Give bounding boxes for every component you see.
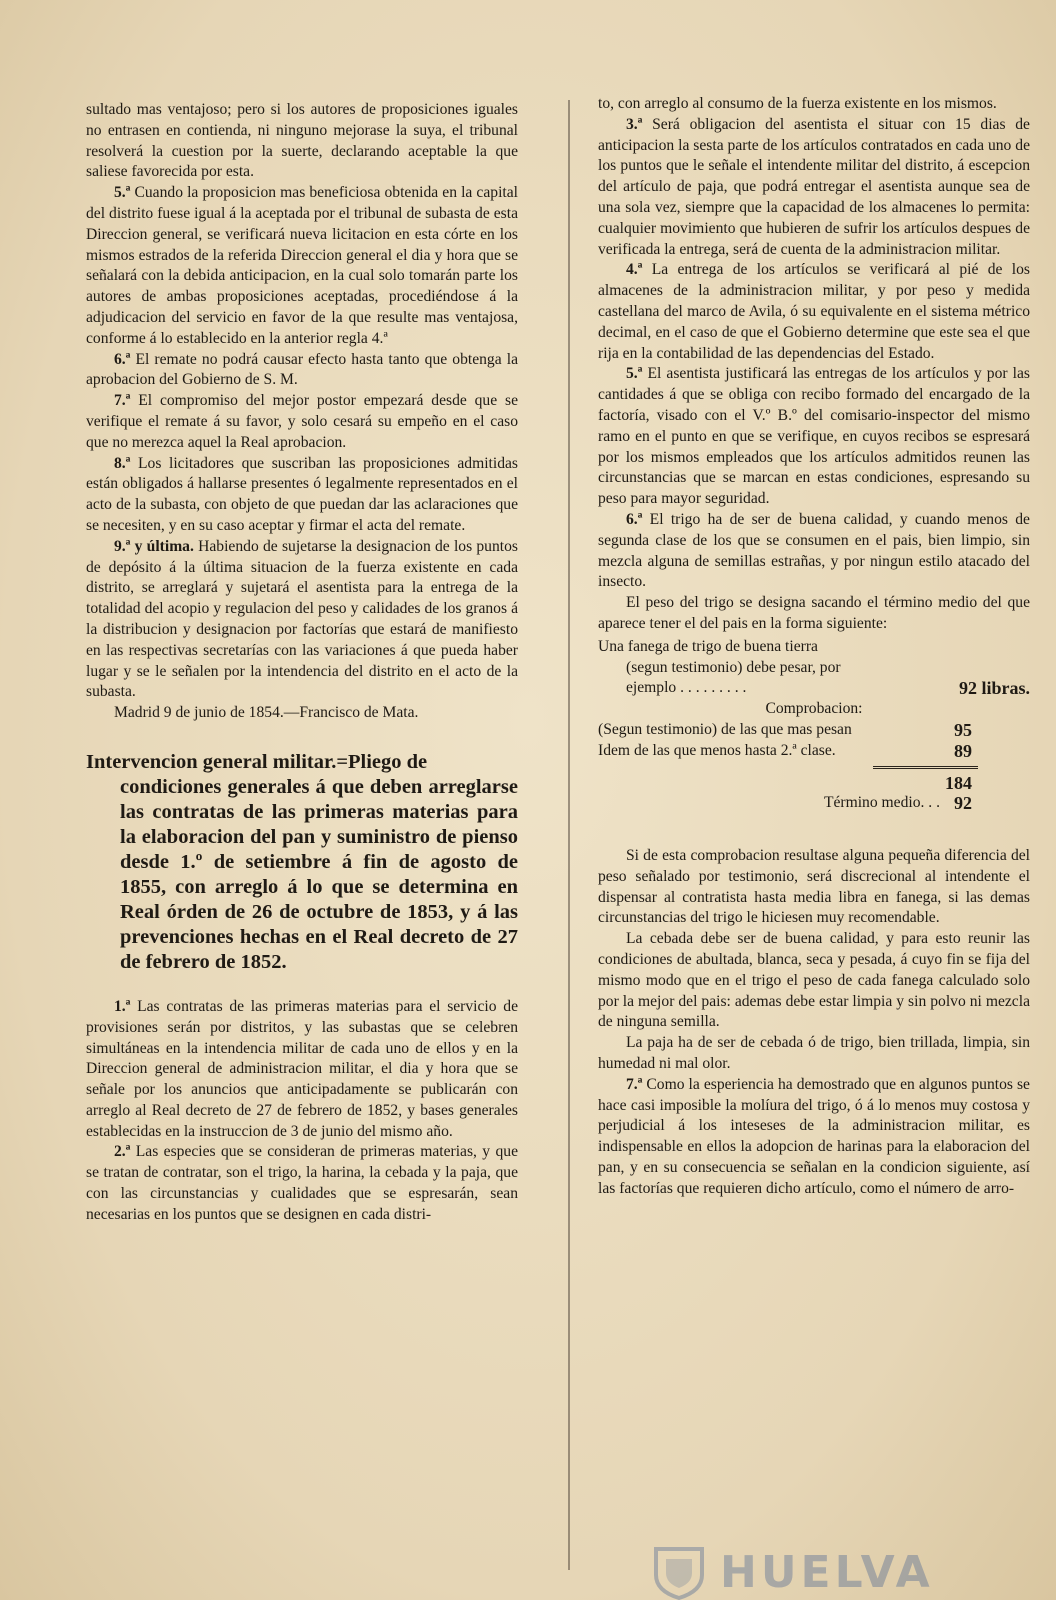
condition-number: 3.ª — [626, 115, 643, 133]
watermark-text: HUELVA — [720, 1547, 934, 1598]
right-column — [598, 94, 1030, 1200]
paragraph-continuation: sultado mas ventajoso; pero si los autores de proposiciones iguales no entrasen en contienda, ni ninguno mejorase la suya, el tribunal resolverá la cuestion por la suerte, declarando aceptable la que saliese favorecida por esta. — [86, 101, 518, 181]
weight-calculation — [598, 637, 1030, 814]
condition-number: 4.ª — [626, 261, 643, 279]
calc-line: (segun testimonio) debe pesar, por — [626, 658, 841, 676]
condition-number: 7.ª — [626, 1075, 643, 1093]
condition-text: Las especies que se consideran de primeras materias, y que se tratan de contratar, son el trigo, la harina, la cebada y la paja, que con las circunstancias y cualidades que se espresarán, sean necesarias en los puntos que se designen en cada distri- — [86, 1143, 519, 1223]
sum-rule — [873, 766, 978, 769]
rule-text: El compromiso del mejor postor empezará desde que se verifique el remate á su favor, y solo cesará su empeño en el caso que no merezca aquel la Real aprobacion. — [86, 392, 518, 451]
condition-7 — [598, 1075, 1030, 1200]
calc-label: ejemplo . . . . . . . . . — [626, 679, 747, 697]
discretion-paragraph: Si de esta comprobacion resultase alguna pequeña diferencia del peso señalado por testimonio, será discrecional al intendente el dispensar al contratista hasta media libra en fanega, si las demas circunstancias del trigo le hiciesen muy recomendable. — [598, 847, 1030, 927]
heading-first-line: Intervencion general militar.=Pliego de — [86, 750, 428, 773]
condition-text: La entrega de los artículos se verificará al pié de los almacenes de la administracion militar, y por peso y medida castellana del marco de Avila, ó su equivalente en el sistema métrico decimal, en el caso de que el Gobierno determine que este sea el que rija en la contabilidad de las dependencias del Estado. — [598, 261, 1030, 362]
signature-line: Madrid 9 de junio de 1854.—Francisco de Mata. — [114, 704, 419, 722]
calc-mean-value: 92 — [954, 793, 972, 814]
calc-row — [598, 741, 1030, 762]
spacer — [598, 816, 1030, 846]
rule-text: Habiendo de sujetarse la designacion de los puntos de depósito á la última situacion de la fuerza existente en cada distrito, se arreglará y sujetará el asentista para la entrega de la totalidad del acopio y regulacion del peso y calidades de los granos á la distribucion y designacion por factorías que estará de manifiesto en las respectivas secretarías con las variaciones á que pueda haber lugar y se le señalen por la intendencia del distrito en el acto de la subasta. — [86, 537, 518, 701]
condition-5 — [598, 364, 1030, 510]
column-divider — [568, 100, 570, 1570]
section-heading — [86, 750, 518, 975]
condition-6 — [598, 510, 1030, 593]
condition-number: 2.ª — [114, 1143, 131, 1161]
calc-mean — [598, 793, 1030, 814]
condition-number: 6.ª — [626, 510, 643, 528]
condition-2 — [86, 1142, 518, 1225]
rule-number: 9.ª y última. — [114, 537, 194, 555]
condition-number: 1.ª — [114, 997, 131, 1015]
rule-number: 6.ª — [114, 350, 131, 368]
condition-text: Será obligacion del asentista el situar con 15 dias de anticipacion la sesta parte de los artículos contratados en cada uno de los puntos que le señale el intendente militar del distrito, á escepcion del artículo de paja, que podrá entregar el asentista aunque sea de una sola vez, siempre que la capacidad de los almacenes lo permita: cualquier movimiento que hubieren de sufrir los artículos despues de verificada la entrega, será de cuenta de la administracion militar. — [598, 115, 1030, 258]
rule-number: 8.ª — [114, 454, 131, 472]
calc-value: 95 — [954, 719, 972, 740]
rule-7 — [86, 391, 518, 453]
condition-3 — [598, 115, 1030, 261]
condition-text: Como la esperiencia ha demostrado que en algunos puntos se hace casi imposible la molíura del trigo, ó á lo menos muy costosa y perjudicial á los inteseses de la administracion militar, es indispensable en ellos la adopcion de harinas para la elaboracion del pan, y en su consecuencia se señalan en la condicion siguiente, así las factorías que requieren dicho artículo, como el número de arro- — [598, 1075, 1030, 1197]
rule-text: Cuando la proposicion mas beneficiosa obtenida en la capital del distrito fuese igual á la aceptada por el tribunal de subasta de esta Direccion general, se verificará nueva licitacion en esta córte en los mismos estrados de la referida Direccion general el dia y hora que se señalará con la debida anticipacion, en la cual solo tomarán parte los autores de ambas proposiciones aceptadas, procediéndose á la adjudicacion del servicio en favor de la que resulte mas ventajosa, conforme á lo establecido en la anterior regla 4.ª — [86, 184, 518, 347]
condition-text: El asentista justificará las entregas de los artículos y por las cantidades á que se obliga con recibo formado del encargado de la factoría, visado con el V.º B.º del comisario-inspector del mismo ramo en el punto en que se verifique, en cuyos recibos se espresará por los mismos empleados que los artículos admitidos reunen las circunstancias que se marcan en estas condiciones, espresando su peso para mayor seguridad. — [598, 365, 1031, 508]
calc-label: Idem de las que menos hasta 2.ª clase. — [598, 741, 836, 759]
left-column — [86, 100, 518, 1226]
library-watermark — [650, 1545, 980, 1600]
shield-icon — [650, 1545, 708, 1600]
rule-8 — [86, 454, 518, 537]
calc-row — [598, 678, 1030, 699]
calc-mean-label: Término medio. . . — [823, 794, 940, 812]
calc-row — [598, 720, 1030, 741]
calc-line: Una fanega de trigo de buena tierra — [598, 637, 818, 655]
rule-5 — [86, 183, 518, 349]
heading-rest: condiciones generales á que deben arreglarse las contratas de las primeras materias para la elaboracion del pan y suministro de pienso desde 1.º de setiembre á fin de agosto de 1855, con arreglo á lo que se determina en Real órden de 26 de octubre de 1853, y á las prevenciones hechas en el Real decreto de 27 de febrero de 1852. — [120, 775, 518, 973]
condition-text: Las contratas de las primeras materias para el servicio de provisiones serán por distritos, y las subastas que se celebren simultáneas en la intendencia militar de cada uno de ellos y en la Direccion general de administracion militar, el dia y hora que se señale por los anuncios que anticipadamente se publicarán con arreglo al Real decreto de 27 de febrero de 1852, y bases generales establecidas en la instruccion de 3 de junio del mismo año. — [86, 997, 519, 1140]
rule-text: El remate no podrá causar efecto hasta tanto que obtenga la aprobacion del Gobierno de S. M. — [86, 350, 518, 389]
rule-6 — [86, 350, 518, 392]
calc-sum: 184 — [945, 772, 972, 793]
rule-9 — [86, 537, 518, 703]
calc-value: 92 libras. — [958, 678, 1030, 699]
condition-number: 5.ª — [626, 365, 643, 383]
calc-value: 89 — [954, 740, 972, 761]
paragraph-continuation: to, con arreglo al consumo de la fuerza existente en los mismos. — [598, 95, 997, 112]
weight-paragraph: El peso del trigo se designa sacando el término medio del que aparece tener el del pais en la forma siguiente: — [598, 594, 1030, 632]
calc-label: (Segun testimonio) de las que mas pesan — [598, 720, 852, 738]
calc-heading: Comprobacion: — [765, 700, 863, 718]
barley-paragraph: La cebada debe ser de buena calidad, y para esto reunir las condiciones de abultada, blanca, seca y pesada, á cuyo fin se fija del mismo modo que en el trigo el peso de cada fanega calculado solo por la mejor del pais: ademas debe estar limpia y sin polvo ni mezcla de ninguna semilla. — [598, 930, 1030, 1031]
straw-paragraph: La paja ha de ser de cebada ó de trigo, bien trillada, limpia, sin humedad ni mal olor. — [598, 1034, 1030, 1073]
condition-4 — [598, 260, 1030, 364]
rule-text: Los licitadores que suscriban las proposiciones admitidas están obligados á hallarse presentes ó legalmente representados en el acto de la subasta, con objeto de que puedan dar las aclaraciones que se necesiten, y en su caso aceptar y firmar el acta del remate. — [86, 454, 518, 534]
rule-number: 5.ª — [114, 184, 131, 202]
condition-1 — [86, 997, 518, 1143]
rule-number: 7.ª — [114, 392, 131, 410]
condition-text: El trigo ha de ser de buena calidad, y cuando menos de segunda clase de los que se consumen en el pais, bien limpio, sin mezcla alguna de semillas estrañas, y por ningun estilo atacado del insecto. — [598, 510, 1030, 591]
